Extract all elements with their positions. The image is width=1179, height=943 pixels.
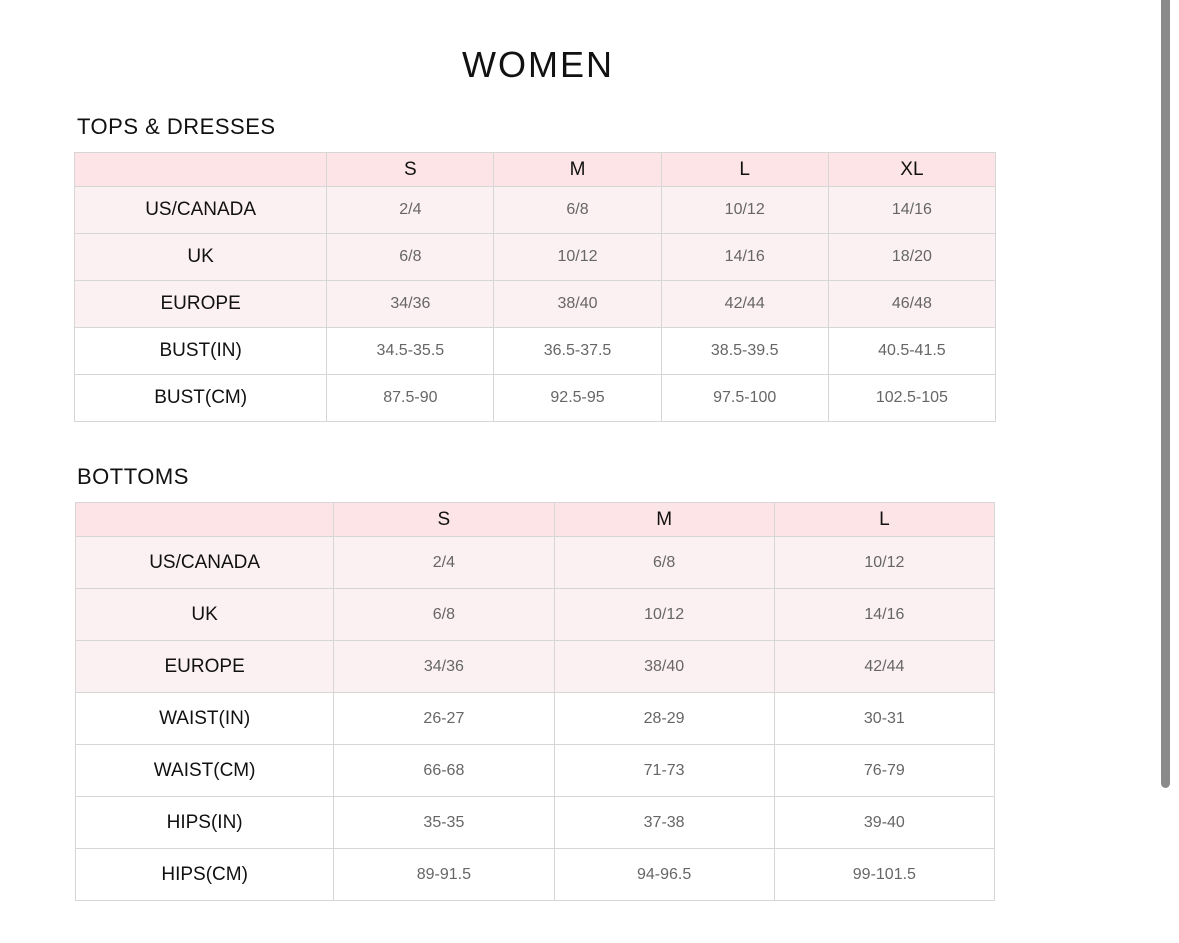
bottoms-size-value: 34/36 — [334, 641, 554, 693]
tops-size-value: 40.5-41.5 — [828, 328, 995, 375]
bottoms-table-row — [76, 797, 995, 849]
tops-size-value: 97.5-100 — [661, 375, 828, 422]
tops-row-label: BUST(CM) — [75, 375, 327, 422]
bottoms-table-row — [76, 745, 995, 797]
bottoms-size-value: 30-31 — [774, 693, 994, 745]
tops-size-value: 42/44 — [661, 281, 828, 328]
bottoms-header-row — [76, 503, 995, 537]
bottoms-row-label: WAIST(IN) — [76, 693, 334, 745]
bottoms-table-row — [76, 693, 995, 745]
bottoms-size-table — [75, 502, 995, 901]
tops-size-header: S — [327, 153, 494, 187]
bottoms-size-header: M — [554, 503, 774, 537]
bottoms-row-label: WAIST(CM) — [76, 745, 334, 797]
bottoms-size-value: 99-101.5 — [774, 849, 994, 901]
tops-table-row — [75, 234, 996, 281]
bottoms-size-value: 71-73 — [554, 745, 774, 797]
bottoms-size-value: 89-91.5 — [334, 849, 554, 901]
bottoms-size-value: 26-27 — [334, 693, 554, 745]
tops-table-row — [75, 187, 996, 234]
tops-header-row — [75, 153, 996, 187]
bottoms-size-value: 6/8 — [334, 589, 554, 641]
scrollbar[interactable] — [1161, 0, 1170, 788]
bottoms-size-value: 42/44 — [774, 641, 994, 693]
bottoms-table-row — [76, 589, 995, 641]
tops-size-value: 14/16 — [661, 234, 828, 281]
bottoms-size-value: 10/12 — [774, 537, 994, 589]
tops-header-corner — [75, 153, 327, 187]
bottoms-table-row — [76, 641, 995, 693]
bottoms-size-value: 28-29 — [554, 693, 774, 745]
bottoms-size-value: 35-35 — [334, 797, 554, 849]
page-title: WOMEN — [462, 44, 614, 85]
tops-row-label: EUROPE — [75, 281, 327, 328]
tops-size-value: 6/8 — [327, 234, 494, 281]
tops-size-value: 46/48 — [828, 281, 995, 328]
bottoms-row-label: UK — [76, 589, 334, 641]
tops-size-value: 14/16 — [828, 187, 995, 234]
tops-size-value: 18/20 — [828, 234, 995, 281]
tops-size-value: 34.5-35.5 — [327, 328, 494, 375]
tops-size-value: 6/8 — [494, 187, 661, 234]
tops-size-value: 2/4 — [327, 187, 494, 234]
bottoms-size-value: 6/8 — [554, 537, 774, 589]
bottoms-header-corner — [76, 503, 334, 537]
tops-size-value: 87.5-90 — [327, 375, 494, 422]
tops-size-header: L — [661, 153, 828, 187]
bottoms-size-value: 66-68 — [334, 745, 554, 797]
tops-row-label: BUST(IN) — [75, 328, 327, 375]
bottoms-size-value: 37-38 — [554, 797, 774, 849]
tops-size-value: 102.5-105 — [828, 375, 995, 422]
tops-row-label: US/CANADA — [75, 187, 327, 234]
bottoms-size-header: S — [334, 503, 554, 537]
bottoms-size-value: 76-79 — [774, 745, 994, 797]
bottoms-table-row — [76, 537, 995, 589]
tops-table-row — [75, 281, 996, 328]
tops-size-value: 10/12 — [661, 187, 828, 234]
bottoms-row-label: EUROPE — [76, 641, 334, 693]
tops-size-header: M — [494, 153, 661, 187]
tops-table-row — [75, 375, 996, 422]
bottoms-table-row — [76, 849, 995, 901]
tops-section-heading: TOPS & DRESSES — [77, 114, 276, 139]
tops-size-value: 38/40 — [494, 281, 661, 328]
tops-table-row — [75, 328, 996, 375]
bottoms-section-heading: BOTTOMS — [77, 464, 189, 489]
bottoms-size-value: 10/12 — [554, 589, 774, 641]
bottoms-size-value: 38/40 — [554, 641, 774, 693]
tops-size-value: 36.5-37.5 — [494, 328, 661, 375]
tops-size-value: 38.5-39.5 — [661, 328, 828, 375]
tops-row-label: UK — [75, 234, 327, 281]
bottoms-size-value: 14/16 — [774, 589, 994, 641]
tops-size-value: 34/36 — [327, 281, 494, 328]
bottoms-row-label: HIPS(CM) — [76, 849, 334, 901]
tops-size-value: 10/12 — [494, 234, 661, 281]
tops-size-table — [74, 152, 996, 422]
bottoms-row-label: US/CANADA — [76, 537, 334, 589]
bottoms-size-value: 39-40 — [774, 797, 994, 849]
tops-size-value: 92.5-95 — [494, 375, 661, 422]
bottoms-row-label: HIPS(IN) — [76, 797, 334, 849]
bottoms-size-header: L — [774, 503, 994, 537]
bottoms-size-value: 2/4 — [334, 537, 554, 589]
tops-size-header: XL — [828, 153, 995, 187]
bottoms-size-value: 94-96.5 — [554, 849, 774, 901]
